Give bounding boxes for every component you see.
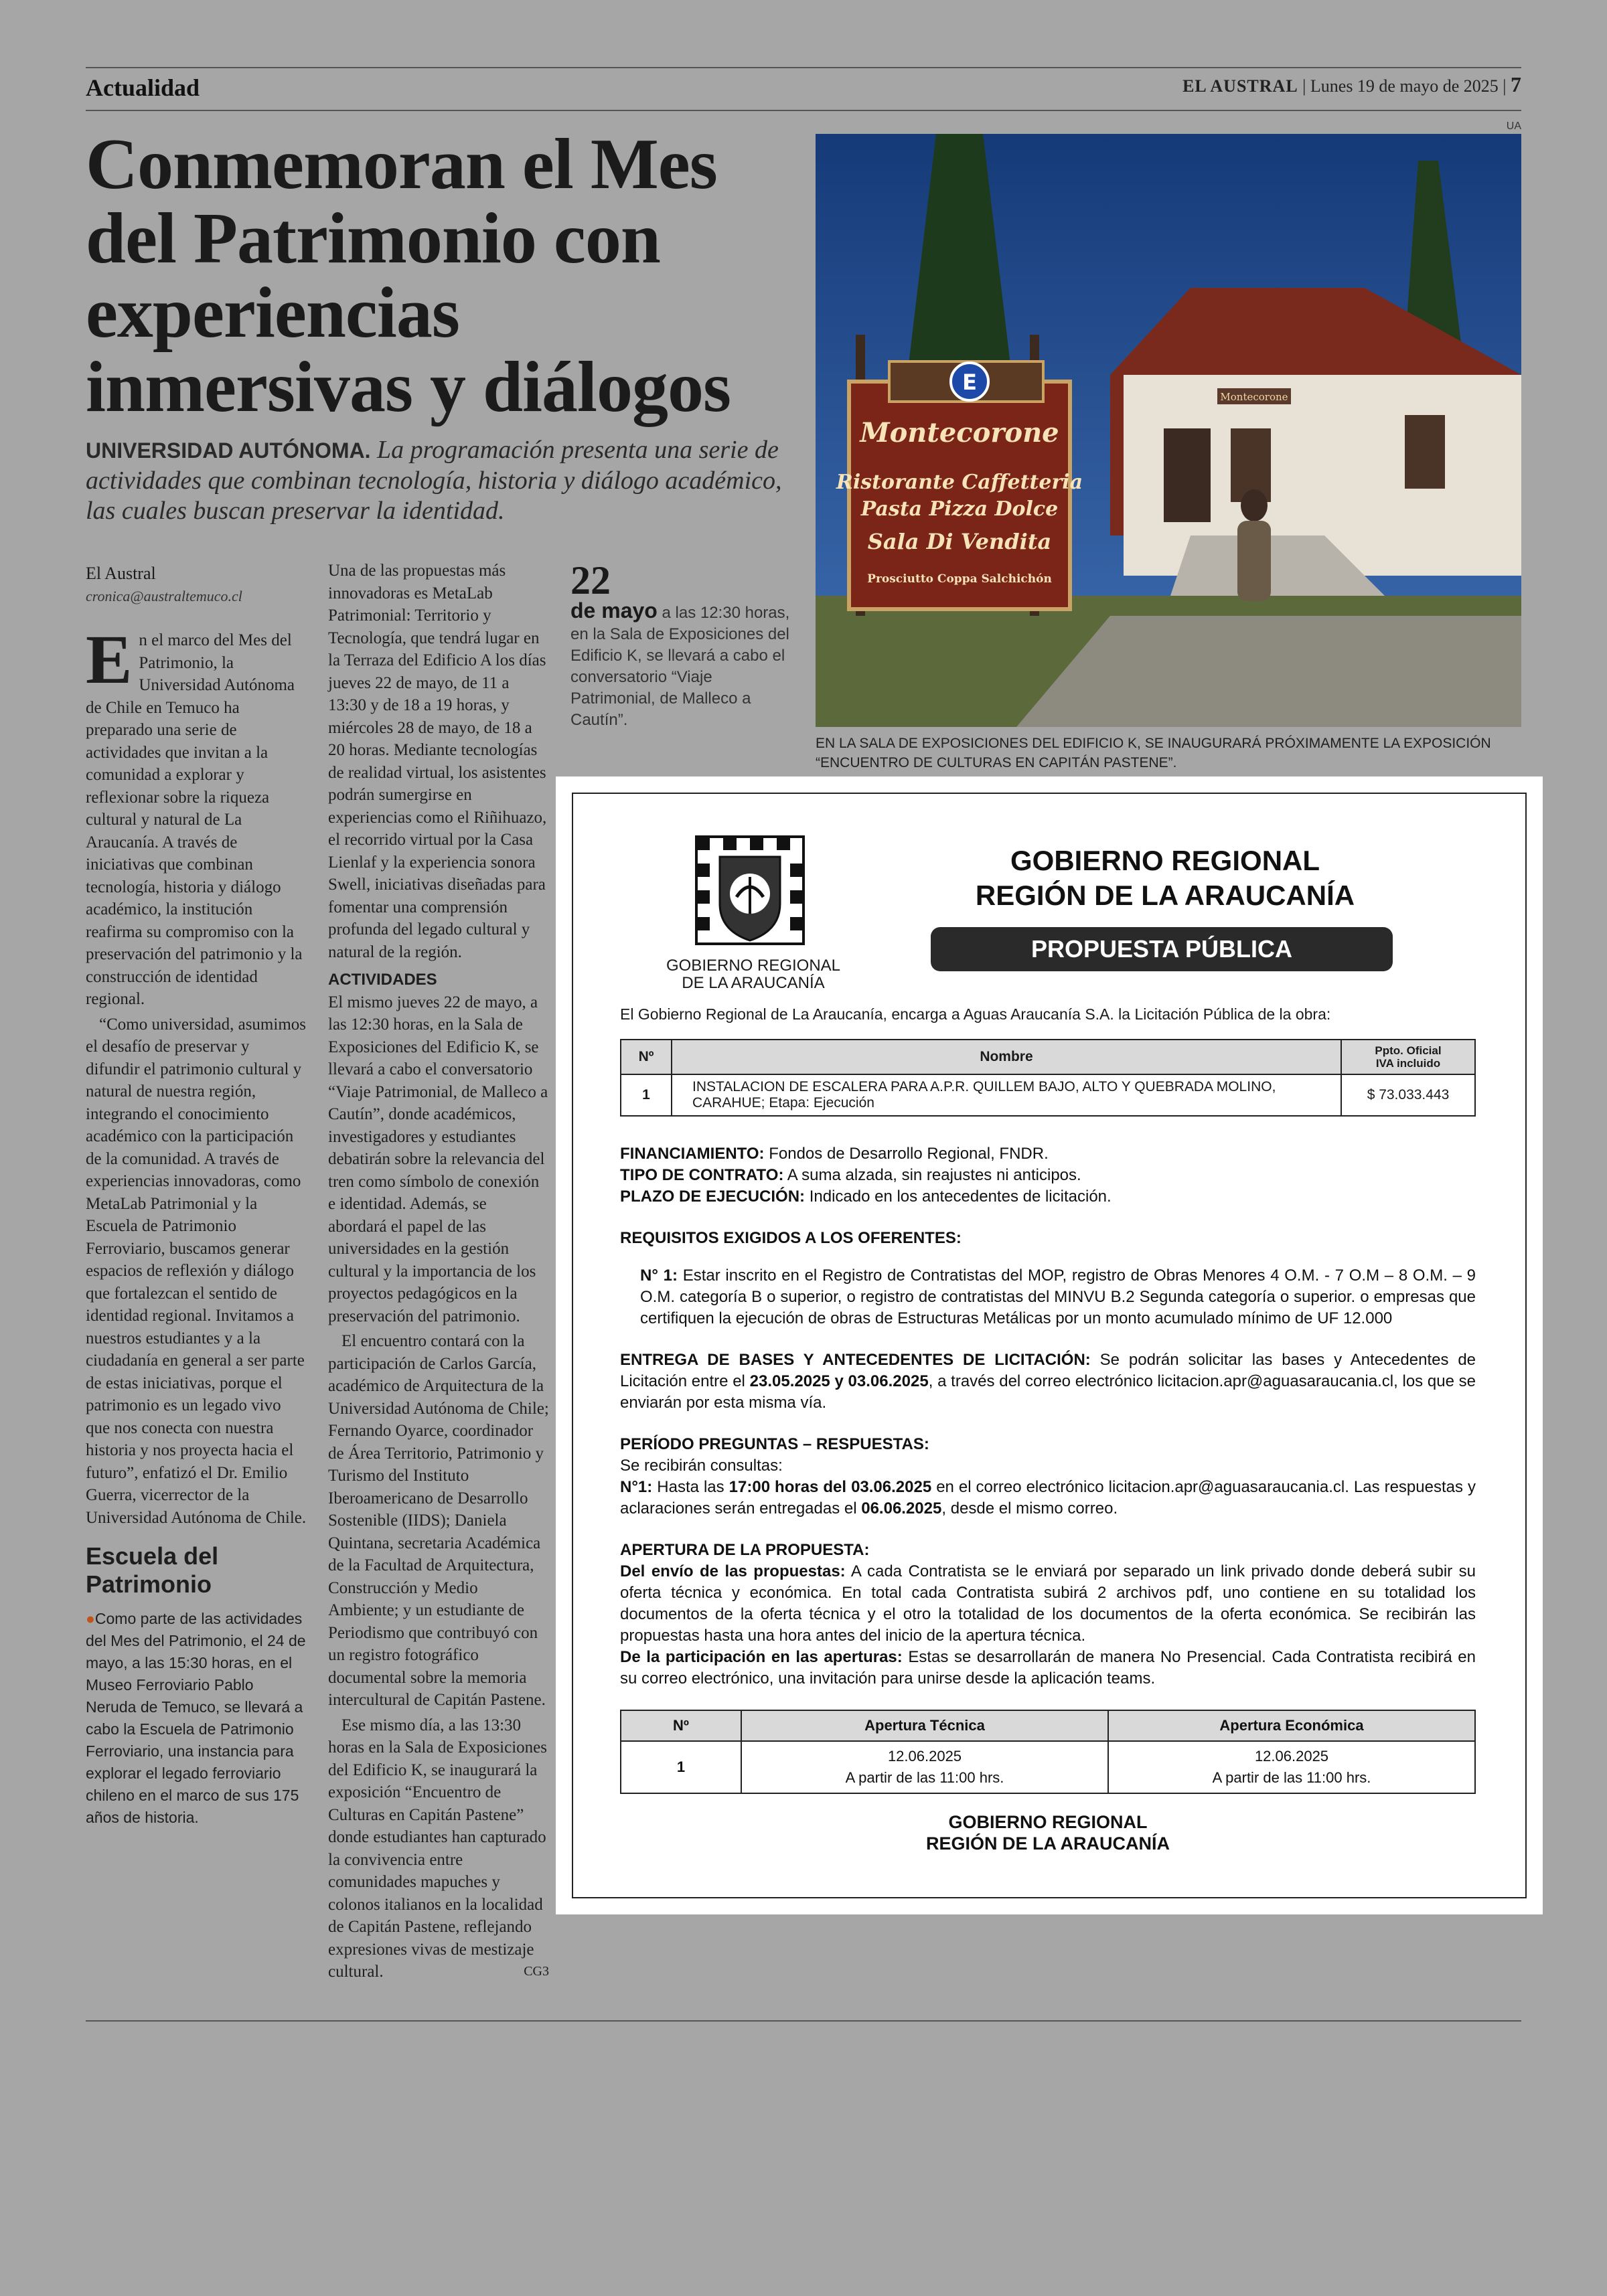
byline-name: El Austral — [86, 564, 156, 583]
paragraph-3: Una de las propuestas más innovadoras es MetaLab Patrimonial: Territorio y Tecnología, que tendrá lugar en la Terraza del Edificio A los días jueves 22 de mayo, de 11 a 13:30 y de 18 a 19 horas, y miércoles 28 de mayo, de 18 a 20 horas. Mediante tecnologías de realidad virtual, los asistentes podrán sumergirse en experiencias como el Riñihuazo, el recorrido virtual por la Casa Lienlaf y la experiencia sonora Swell, iniciativas diseñadas para fomentar una comprensión profunda del legado cultural y natural de la región. — [328, 562, 547, 961]
opening-table-header: Nº Apertura Técnica Apertura Económica — [621, 1710, 1475, 1741]
pull-quote-number: 22 — [570, 558, 611, 602]
article-column-1 — [86, 621, 307, 1829]
regional-government-logo — [690, 830, 810, 951]
questions-period: PERÍODO PREGUNTAS – RESPUESTAS: Se recibirán consultas: N°1: Hasta las 17:00 horas del 03.06.2025 en el correo electrónico licitacion.apr@aguasaraucania.cl. Las respuestas y aclaraciones serán entregadas el 06.06.2025, desde el mismo correo. — [620, 1435, 1476, 1518]
table-row: 1 12.06.2025 A partir de las 11:00 hrs. 12.06.2025 A partir de las 11:00 hrs. — [621, 1741, 1475, 1793]
works-table — [620, 1039, 1476, 1117]
sign-line-3: Pasta Pizza Dolce — [860, 497, 1059, 521]
sidebar-title: Escuela del Patrimonio — [86, 1542, 219, 1598]
bottom-rule — [86, 2020, 1521, 2022]
bases-delivery: ENTREGA DE BASES Y ANTECEDENTES DE LICITACIÓN: Se podrán solicitar las bases y Antecedentes de Licitación entre el 23.05.2025 y 03.06.2025, a través del correo electrónico licitacion.apr@aguasaraucania.cl, los que se enviarán por esta misma vía. — [620, 1351, 1476, 1412]
sidebar-text: ●Como parte de las actividades del Mes del Patrimonio, el 24 de mayo, a las 15:30 horas, en el Museo Ferroviario Pablo Neruda de Temuco, se llevará a cabo la Escuela de Patrimonio Ferroviario, una instancia para explorar el legado ferroviario chileno en el marco de sus 175 años de historia. — [86, 1610, 306, 1826]
newspaper-brand: EL AUSTRAL — [1182, 76, 1298, 96]
byline-email: cronica@australtemuco.cl — [86, 588, 242, 604]
page-number: 7 — [1511, 72, 1521, 96]
col-price: Ppto. Oficial IVA incluido — [1341, 1040, 1475, 1074]
ad-body — [620, 1143, 1476, 1854]
photo-caption: EN LA SALA DE EXPOSICIONES DEL EDIFICIO K, SE INAUGURARÁ PRÓXIMAMENTE LA EXPOSICIÓN “ENCUENTRO DE CULTURAS EN CAPITÁN PASTENE”. — [816, 736, 1491, 770]
photo-illustration — [816, 134, 1521, 727]
requirements: REQUISITOS EXIGIDOS A LOS OFERENTES: N° 1: Estar inscrito en el Registro de Contratistas del MOP, registro de Obras Menores 4 O.M. - 7 O.M – 8 O.M. – 9 O.M. categoría B o superior, o registro de contratistas del MINVU B.2 Segunda categoría o superior. o empresas que certifiquen la ejecución de obras de Estructuras Metálicas por un monto acumulado mínimo de UF 12.000 — [620, 1229, 1476, 1327]
bullet-icon: ● — [86, 1610, 95, 1627]
issue-date: Lunes 19 de mayo de 2025 — [1310, 76, 1499, 96]
sign-line-2: Ristorante Caffetteria — [836, 471, 1083, 494]
contract-terms: FINANCIAMIENTO: Fondos de Desarrollo Regional, FNDR. TIPO DE CONTRATO: A suma alzada, sin reajustes ni anticipos. PLAZO DE EJECUCIÓN: Indicado en los antecedentes de licitación. — [620, 1145, 1112, 1206]
pull-quote-text: a las 12:30 horas, en la Sala de Exposiciones del Edificio K, se llevará a cabo el conversatorio “Viaje Patrimonial, de Malleco a Cautín”. — [570, 604, 790, 729]
deck-kicker: UNIVERSIDAD AUTÓNOMA. — [86, 438, 371, 463]
pull-quote-bold: de mayo — [570, 598, 658, 623]
top-rule — [86, 67, 1521, 68]
deck-text: La programación presenta una serie de actividades que combinan tecnología, historia y diálogo académico, las cuales buscan preservar la identidad. — [86, 436, 782, 525]
subhead-actividades: ACTIVIDADES — [328, 971, 437, 989]
shield-icon — [690, 830, 810, 951]
article-deck — [86, 435, 795, 526]
article-headline: Conmemoran el Mes del Patrimonio con experiencias inmersivas y diálogos — [86, 125, 731, 427]
ad-intro: El Gobierno Regional de La Araucanía, encarga a Aguas Araucanía S.A. la Licitación Pública de la obra: — [620, 1005, 1331, 1023]
sign-line-1: Montecorone — [860, 417, 1059, 448]
article-column-2 — [328, 560, 549, 1986]
proposal-opening: APERTURA DE LA PROPUESTA: Del envío de las propuestas: A cada Contratista se le enviará por separado un link privado donde deberá subir su oferta técnica y económica. En total cada Contratista subirá 2 archivos pdf, uno contiene en su totalidad los documentos de la oferta técnica y el otro la totalidad de los documentos de la oferta económica. Se recibirán las propuestas hasta una hora antes del inicio de la apertura técnica. De la participación en las aperturas: Estas se desarrollarán de manera No Presencial. Cada Contratista recibirá en su correo electrónico, una invitación para unirse desde la aplicación teams. — [620, 1541, 1476, 1688]
folio: EL AUSTRAL | Lunes 19 de mayo de 2025 | 7 — [1182, 72, 1521, 96]
ad-signature: GOBIERNO REGIONAL REGIÓN DE LA ARAUCANÍA — [926, 1812, 1170, 1854]
section-label: Actualidad — [86, 74, 200, 101]
pull-quote — [570, 558, 791, 731]
building-sign: Montecorone — [1220, 391, 1288, 403]
header-rule — [86, 110, 1521, 111]
sign-line-4: Sala Di Vendita — [867, 529, 1052, 554]
paragraph-1: En el marco del Mes del Patrimonio, la Universidad Autónoma de Chile en Temuco ha preparado una serie de actividades que invitan a la comunidad a explorar y reflexionar sobre la riqueza cultural y natural de La Araucanía. A través de iniciativas que combinan tecnología, historia y diálogo académico, la institución reafirma su compromiso con la preservación del patrimonio y la construcción de identidad regional. — [86, 621, 303, 1008]
ad-title: GOBIERNO REGIONAL REGIÓN DE LA ARAUCANÍA — [975, 845, 1355, 911]
col-num: Nº — [621, 1040, 672, 1074]
opening-table — [620, 1710, 1476, 1794]
article-photo — [816, 134, 1521, 727]
propuesta-publica-banner: PROPUESTA PÚBLICA — [931, 927, 1393, 971]
col-name: Nombre — [672, 1040, 1341, 1074]
table-row: 1 INSTALACION DE ESCALERA PARA A.P.R. QUILLEM BAJO, ALTO Y QUEBRADA MOLINO, CARAHUE; Etapa: Ejecución $ 73.033.443 — [621, 1074, 1475, 1116]
paragraph-5: El encuentro contará con la participación de Carlos García, académico de Arquitectura de la Universidad Autónoma de Chile; Fernando Oyarce, coordinador de Área Territorio, Patrimonio y Turismo del Instituto Iberoamericano de Desarrollo Sostenible (IIDS); Daniela Quintana, secretaria Académica de la Facultad de Arquitectura, Construcción y Medio Ambiente; y un estudiante de Periodismo que contribuyó con un registro fotográfico documental sobre la memoria intercultural de Capitán Pastene. — [328, 1332, 549, 1709]
dropcap: E — [86, 621, 133, 698]
paragraph-6: Ese mismo día, a las 13:30 horas en la Sala de Exposiciones del Edificio K, se inaugurará la exposición “Encuentro de Culturas en Capitán Pastene” donde estudiantes han capturado la convivencia entre comunidades mapuches y colonos italianos en la localidad de Capitán Pastene, reflejando expresiones vivas de mestizaje cultural. CG3 — [328, 1714, 549, 1983]
person — [1237, 521, 1271, 601]
photo-credit: UA — [1506, 120, 1521, 132]
works-table-header — [621, 1040, 1475, 1074]
end-mark: CG3 — [524, 1964, 549, 1979]
sign-line-5: Prosciutto Coppa Salchichón — [867, 572, 1052, 586]
public-tender-ad — [556, 776, 1543, 1914]
byline — [86, 562, 242, 608]
sign-badge: E — [962, 370, 977, 395]
paragraph-4: El mismo jueves 22 de mayo, a las 12:30 horas, en la Sala de Exposiciones del Edificio K, se llevará a cabo el conversatorio “Viaje Patrimonial, de Malleco a Cautín”, donde académicos, investigadores y estudiantes debatirán sobre la relevancia del tren como símbolo de conexión e identidad. Además, se abordará el papel de las universidades en la gestión cultural y la importancia de los proyectos pedagógicos en la preservación del patrimonio. — [328, 993, 548, 1325]
paragraph-2: “Como universidad, asumimos el desafío de preservar y difundir el patrimonio cultural y natural de nuestra región, integrando el conocimiento académico con la participación de la comunidad. A través de experiencias innovadoras, como MetaLab Patrimonial y la Escuela de Patrimonio Ferroviario, buscamos generar espacios de reflexión y diálogo que fortalezcan el sentido de identidad regional. Invitamos a nuestros estudiantes y a la ciudadanía en general a ser parte de estas iniciativas, porque el patrimonio es un legado vivo que nos conecta con nuestra historia y nos proyecta hacia el futuro”, enfatizó el Dr. Emilio Guerra, vicerrector de la Universidad Autónoma de Chile. — [86, 1015, 307, 1527]
logo-caption: GOBIERNO REGIONAL DE LA ARAUCANÍA — [666, 957, 841, 992]
